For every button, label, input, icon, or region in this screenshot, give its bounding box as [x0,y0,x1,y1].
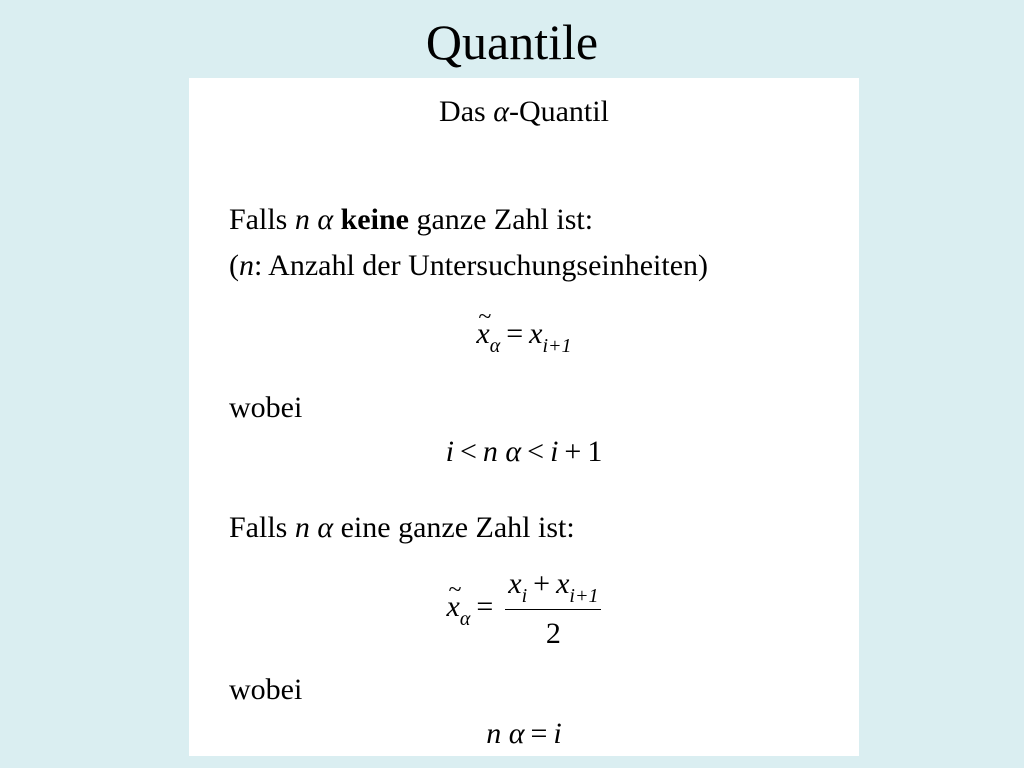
ineq-plus: + [564,435,582,468]
case2-suffix: eine ganze Zahl ist: [333,511,575,544]
case1-inequality [189,434,859,470]
case2-fraction [505,564,601,654]
ineq-lt1: < [459,435,477,468]
case1-n: n [294,203,310,236]
ineq-n: n [482,435,498,468]
ineq-one: 1 [587,435,603,468]
fraction-denominator: 2 [545,617,561,650]
case1-suffix: ganze Zahl ist: [408,203,594,236]
eq-n: n [486,717,502,750]
case2-formula-lhs-sub: α [459,607,471,630]
ineq-i: i [445,435,454,468]
case2-condition-line [229,510,575,546]
case1-prefix: Falls [229,203,295,236]
case2-formula-lhs-x: ~ x [447,585,460,629]
case2-alpha: α [317,511,334,544]
case1-condition-line [229,202,593,238]
case2-prefix: Falls [229,511,295,544]
heading-prefix: Das [439,95,494,128]
ineq-lt2: < [527,435,545,468]
case1-formula [189,316,859,355]
ineq-i2: i [550,435,559,468]
num-x2: x [556,567,570,600]
case1-alpha: α [317,203,334,236]
case1-formula-rhs-sub: i+1 [542,335,572,357]
heading-suffix: -Quantil [508,95,609,128]
eq-alpha: α [508,717,525,750]
case2-n: n [294,511,310,544]
case1-formula-rhs-x: x [529,317,543,350]
eq-equals: = [530,717,548,750]
case2-equation [189,716,859,752]
case1-keyword: keine [340,203,409,236]
num-x1: x [508,567,522,600]
case2-formula [189,564,859,654]
content-panel [189,78,859,756]
case1-note [229,248,708,284]
case1-note-text: : Anzahl der Untersuchungseinheiten) [254,249,709,282]
num-sub1: i [521,585,528,607]
slide-title: Quantile [425,14,599,70]
fraction-numerator [505,564,601,610]
case1-note-open: ( [229,249,239,282]
panel-heading [189,94,859,130]
case1-wobei: wobei [229,391,303,424]
case2-formula-eq: = [476,589,494,623]
heading-alpha: α [493,95,509,128]
case1-formula-eq: = [506,317,524,350]
case1-formula-lhs-sub: α [489,335,501,357]
eq-i: i [553,717,562,750]
case1-formula-lhs-x: ~ x [476,316,489,352]
case1-note-n: n [239,249,254,282]
ineq-alpha: α [505,435,522,468]
case2-wobei: wobei [229,673,303,706]
num-sub2: i+1 [569,585,599,607]
num-plus: + [533,567,551,600]
